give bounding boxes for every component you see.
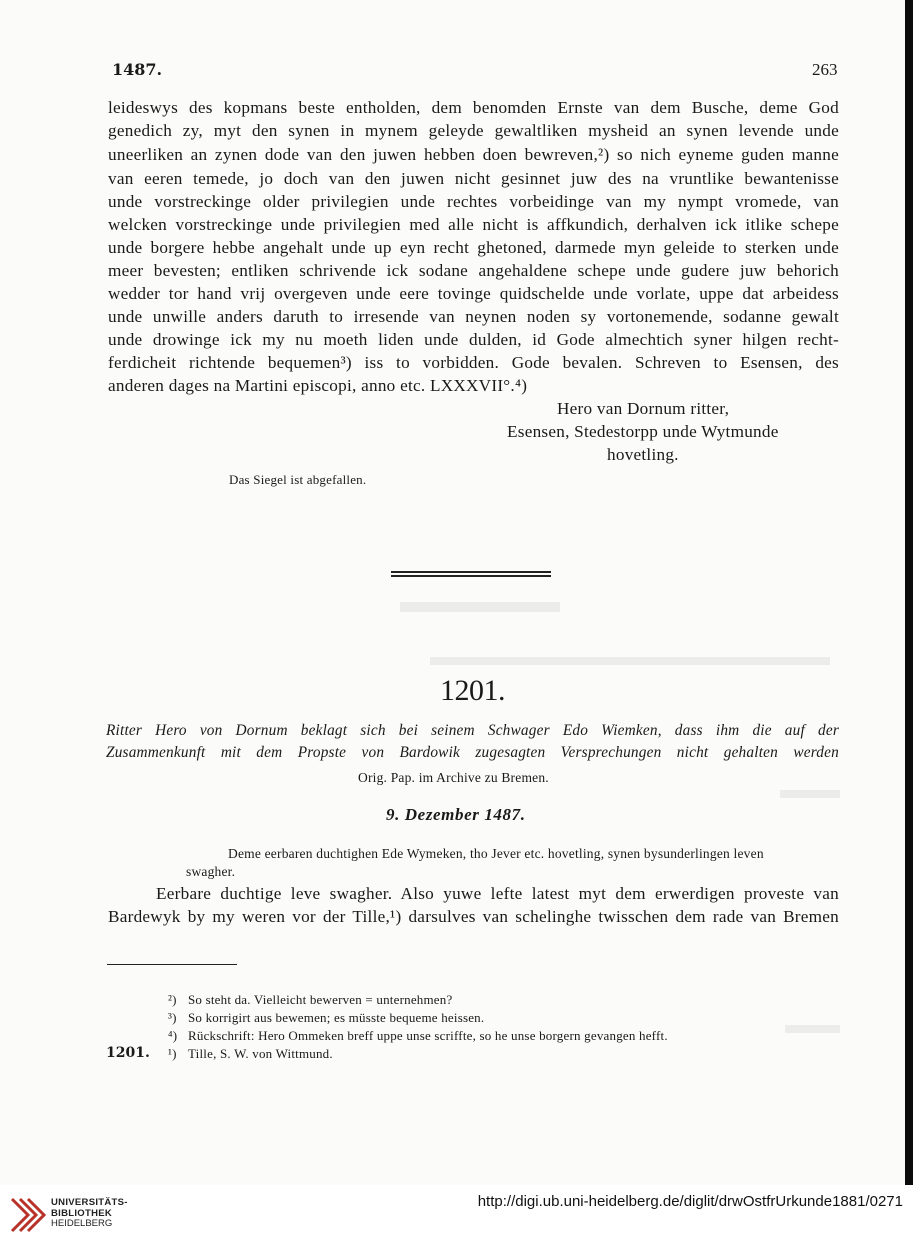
footnote-text: Rückschrift: Hero Ommeken breff uppe unse scriffte, so he unse borgern gevangen hefft. <box>188 1028 668 1043</box>
footnote-text: Tille, S. W. von Wittmund. <box>188 1046 333 1061</box>
bleed-through-mark <box>400 602 560 612</box>
bleed-through-mark <box>785 1025 840 1033</box>
letter-line: ferdicheit richtende bequemen³) iss to vorbidden. Gode bevalen. Schreven to Esensen, des <box>108 353 839 372</box>
document-summary-line: Ritter Hero von Dornum beklagt sich bei seinem Schwager Edo Wiemken, dass ihm die auf der <box>106 722 839 739</box>
letter-line: meer bevesten; entliken schrivende ick sodane angehaldene schepe unde gudere juw behorich <box>108 261 839 280</box>
footnote-doc-ref: 1201. <box>106 1045 150 1061</box>
library-name-line: UNIVERSITÄTS- <box>51 1197 128 1208</box>
letter-line: unde drowinge ick my nu moeth liden unde dulden, id Gode almechtich syner hilgen recht- <box>108 330 839 349</box>
document-text-line: Eerbare duchtige leve swagher. Also yuwe lefte latest myt dem erwerdigen proveste van <box>156 884 839 903</box>
seal-note: Das Siegel ist abgefallen. <box>229 472 367 487</box>
footnote-rule <box>107 964 237 965</box>
section-divider <box>391 575 551 577</box>
document-number: 1201. <box>440 674 505 707</box>
letter-line: uneerliken an zynen dode van den juwen hebben doen bewreven,²) so nich eyneme guden manne <box>108 145 839 164</box>
letter-line: welcken vorstreckinge unde privilegien med alle nicht is affkundich, derhalven ick itlike schepe <box>108 215 839 234</box>
library-name-line: HEIDELBERG <box>51 1218 113 1229</box>
footnote-mark: ¹) <box>168 1046 177 1061</box>
document-text-line: Bardewyk by my weren vor der Tille,¹) darsulves van schelinghe twisschen dem rade van Bremen <box>108 907 839 926</box>
library-logo-icon[interactable] <box>8 1193 48 1237</box>
footnote-text: So steht da. Vielleicht bewerven = unternehmen? <box>188 992 453 1007</box>
permalink-url[interactable]: http://digi.ub.uni-heidelberg.de/diglit/drwOstfrUrkunde1881/0271 <box>477 1193 903 1210</box>
letter-line: wedder tor hand vrij overgeven unde eere tovinge quidschelde unde vorlate, uppe dat arbeidess <box>108 284 839 303</box>
viewer-footer <box>0 1185 913 1249</box>
signature-line: Esensen, Stedestorpp unde Wytmunde <box>507 422 779 441</box>
letter-line: van eeren temede, jo doch van den juwen nicht gesinnet juw des na vruntlike bewantenisse <box>108 169 839 188</box>
scan-edge <box>905 0 913 1185</box>
library-name <box>51 1198 128 1230</box>
letter-address: Deme eerbaren duchtighen Ede Wymeken, tho Jever etc. hovetling, synen bysunderlingen leven <box>228 846 764 861</box>
letter-line: genedich zy, myt den synen in mynem geleyde gewaltliken mysheid an synen levende unde <box>108 121 839 140</box>
letter-line: anderen dages na Martini episcopi, anno etc. LXXXVII°.⁴) <box>108 376 528 395</box>
footnote-mark: ²) <box>168 992 177 1007</box>
letter-line: leideswys des kopmans beste entholden, dem benomden Ernste van dem Busche, deme God <box>108 98 839 117</box>
signature-line: hovetling. <box>607 445 679 464</box>
document-date: 9. Dezember 1487. <box>386 805 526 824</box>
document-summary-line: Zusammenkunft mit dem Propste von Bardowik zugesagten Versprechungen nicht gehalten werden <box>106 744 839 761</box>
footnote-text: So korrigirt aus bewemen; es müsste bequeme heissen. <box>188 1010 485 1025</box>
bleed-through-mark <box>430 657 830 665</box>
library-name-line: BIBLIOTHEK <box>51 1207 113 1219</box>
section-divider <box>391 571 551 573</box>
bleed-through-mark <box>780 790 840 798</box>
letter-line: unde unwille anders daruth to irresende van neynen noden sy vortonemende, sodanne gewalt <box>108 307 839 326</box>
letter-address: swagher. <box>186 864 236 879</box>
letter-line: unde borgere hebbe angehalt unde up eyn recht ghetoned, darmede myn geleide to sterken unde <box>108 238 839 257</box>
header-year: 1487. <box>112 60 163 79</box>
footnote-mark: ⁴) <box>168 1028 178 1043</box>
page-number: 263 <box>812 60 838 79</box>
signature-line: Hero van Dornum ritter, <box>557 399 730 418</box>
letter-line: unde vorstreckinge older privilegien unde rechtes vorbeidinge van my nympt vromede, van <box>108 192 839 211</box>
footnote-mark: ³) <box>168 1010 177 1025</box>
document-source: Orig. Pap. im Archive zu Bremen. <box>358 770 549 785</box>
